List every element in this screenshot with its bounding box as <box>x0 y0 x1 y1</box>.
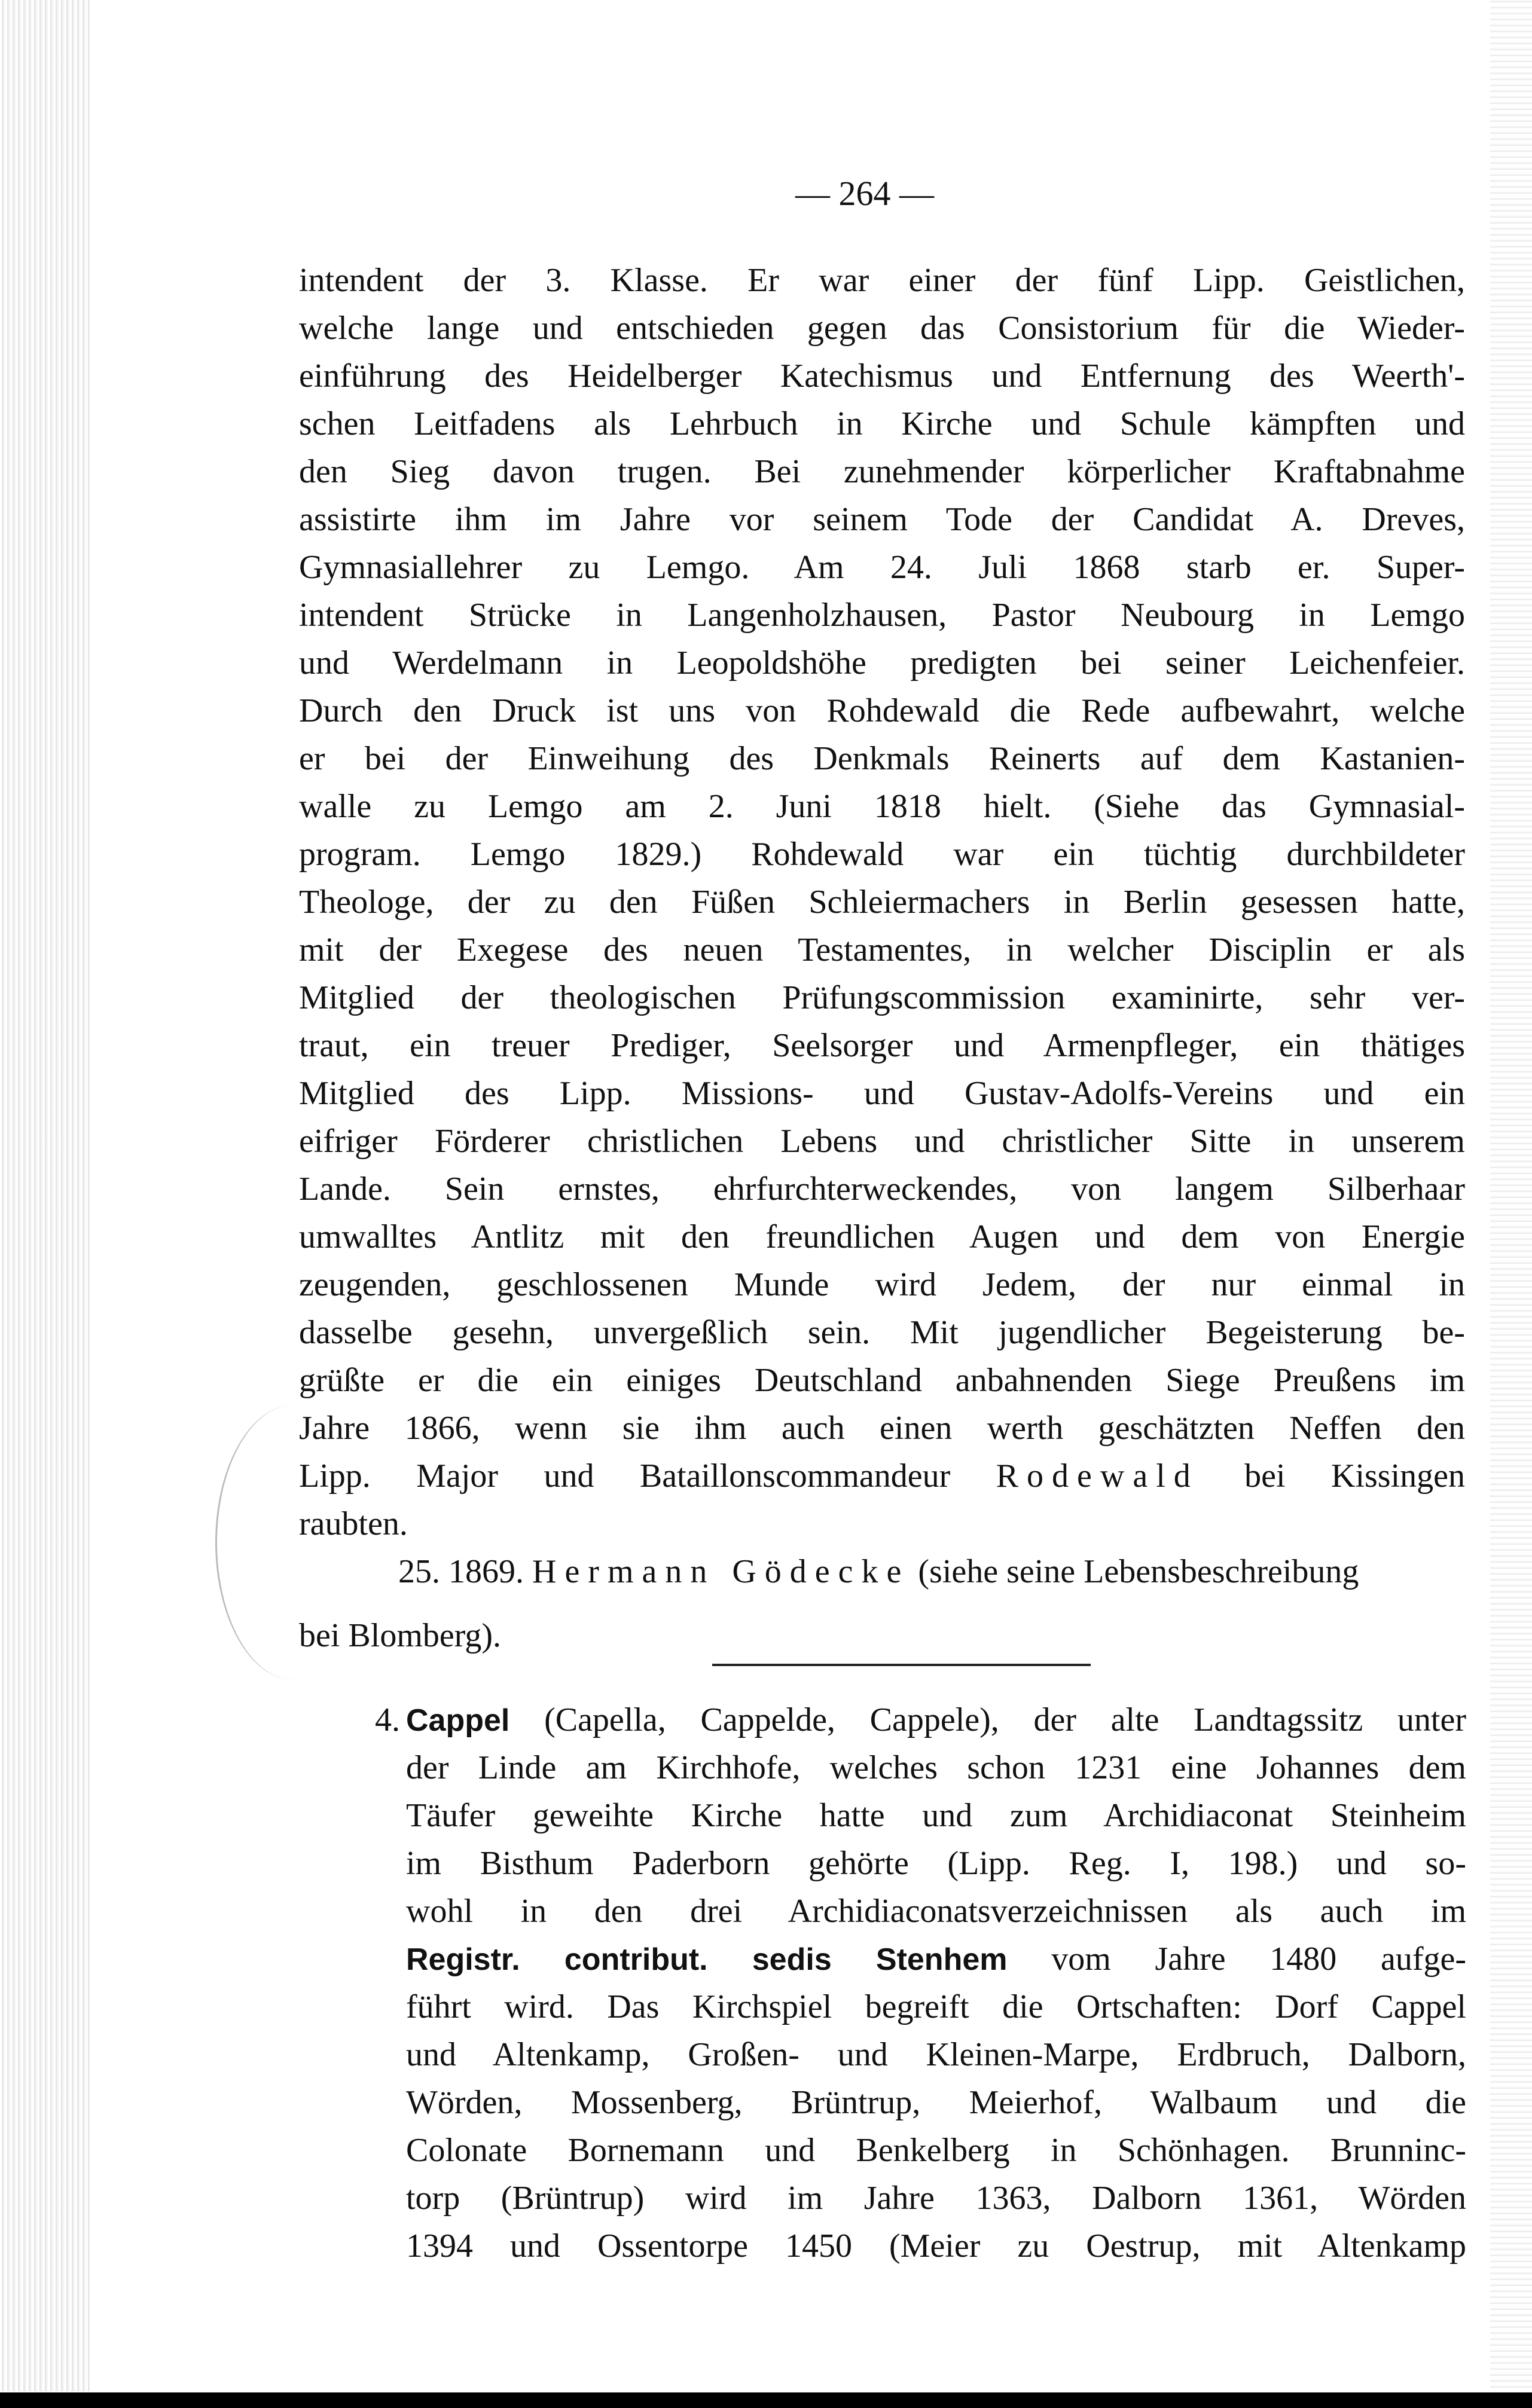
text-line <box>299 1356 1465 1404</box>
text-line <box>299 1213 1465 1261</box>
text-line <box>406 1839 1466 1887</box>
text-segment: Theologe, der zu den Füßen Schleiermachers in Berlin gesessen hatte, <box>299 884 1465 921</box>
text-segment: und Werdelmann in Leopoldshöhe predigten bei seiner Leichenfeier. <box>299 644 1465 682</box>
text-line <box>299 448 1465 496</box>
text-segment: grüßte er die ein einiges Deutschland anbahnenden Siege Preußens im <box>299 1362 1465 1399</box>
text-segment: Wörden, Mossenberg, Brüntrup, Meierhof, Walbaum und die <box>406 2084 1466 2121</box>
text-segment: Durch den Druck ist uns von Rohdewald die Rede aufbewahrt, welche <box>299 692 1465 729</box>
main-text-block <box>299 256 1465 1660</box>
scan-edge-right <box>1490 0 1532 2391</box>
text-line <box>406 1887 1466 1935</box>
bold-term: Cappel <box>406 1703 510 1738</box>
text-segment: und Altenkamp, Großen- und Kleinen-Marpe, Erdbruch, Dalborn, <box>406 2036 1466 2073</box>
text-segment: führt wird. Das Kirchspiel begreift die Ortschaften: Dorf Cappel <box>406 1988 1466 2025</box>
text-line <box>299 304 1465 352</box>
scan-bottom-border <box>0 2392 1532 2408</box>
text-line <box>299 639 1465 687</box>
text-segment: schen Leitfadens als Lehrbuch in Kirche und Schule kämpften und <box>299 405 1465 442</box>
text-segment: einführung des Heidelberger Katechismus und Entfernung des Weerth'- <box>299 357 1465 395</box>
text-segment: intendent der 3. Klasse. Er war einer der fünf Lipp. Geistlichen, <box>299 262 1465 299</box>
text-line <box>299 1500 1465 1548</box>
text-line <box>406 1696 1466 1744</box>
text-segment: Lande. Sein ernstes, ehrfurchterweckendes, von langem Silberhaar <box>299 1171 1465 1208</box>
text-line <box>299 830 1465 878</box>
text-line <box>299 974 1465 1022</box>
text-segment: zeugenden, geschlossenen Munde wird Jedem, der nur einmal in <box>299 1266 1465 1303</box>
text-line <box>406 1935 1466 1983</box>
text-segment: assistirte ihm im Jahre vor seinem Tode der Candidat A. Dreves, <box>299 501 1465 538</box>
text-segment: welche lange und entschieden gegen das Consistorium für die Wieder- <box>299 310 1465 347</box>
text-segment: 25. 1869. <box>398 1553 532 1590</box>
text-segment: Mitglied der theologischen Prüfungscommission examinirte, sehr ver- <box>299 979 1465 1016</box>
bold-term: Registr. contribut. sedis Stenhem <box>406 1942 1008 1977</box>
text-segment: torp (Brüntrup) wird im Jahre 1363, Dalborn 1361, Wörden <box>406 2180 1466 2217</box>
text-line <box>406 1744 1466 1792</box>
text-segment: der Linde am Kirchhofe, welches schon 1231 eine Johannes dem <box>406 1749 1466 1786</box>
text-line <box>406 2079 1466 2126</box>
text-segment: (siehe seine Lebensbeschreibung <box>910 1553 1359 1590</box>
text-line <box>299 1612 1465 1660</box>
text-segment: traut, ein treuer Prediger, Seelsorger und Armenpfleger, ein thätiges <box>299 1027 1465 1064</box>
text-segment: 1394 und Ossentorpe 1450 (Meier zu Oestrup, mit Altenkamp <box>406 2227 1466 2265</box>
page-number: — 264 — <box>795 174 934 213</box>
text-line <box>299 591 1465 639</box>
text-segment: den Sieg davon trugen. Bei zunehmender körperlicher Kraftabnahme <box>299 453 1465 490</box>
text-segment: Mitglied des Lipp. Missions- und Gustav-Adolfs-Vereins und ein <box>299 1075 1465 1112</box>
text-line <box>299 1261 1465 1309</box>
text-line <box>406 1792 1466 1839</box>
text-line <box>299 878 1465 926</box>
text-segment: mit der Exegese des neuen Testamentes, in welcher Disciplin er als <box>299 931 1465 968</box>
text-line <box>299 1309 1465 1356</box>
section-divider <box>712 1664 1091 1666</box>
text-segment: walle zu Lemgo am 2. Juni 1818 hielt. (Siehe das Gymnasial- <box>299 788 1465 825</box>
text-segment: wohl in den drei Archidiaconatsverzeichnissen als auch im <box>406 1893 1466 1930</box>
text-line <box>299 256 1465 304</box>
spaced-name: Rodewald <box>996 1457 1199 1495</box>
text-line <box>406 2174 1466 2222</box>
text-segment: (Capella, Cappelde, Cappele), der alte Landtagssitz unter <box>509 1701 1466 1738</box>
text-line <box>406 2126 1466 2174</box>
text-segment: program. Lemgo 1829.) Rohdewald war ein tüchtig durchbildeter <box>299 836 1465 873</box>
section-cappel <box>375 1696 1466 2270</box>
text-line <box>299 783 1465 830</box>
text-line <box>406 2031 1466 2079</box>
text-segment: Colonate Bornemann und Benkelberg in Schönhagen. Brunninc- <box>406 2132 1466 2169</box>
text-segment: bei Kissingen <box>1198 1457 1465 1495</box>
text-line <box>299 1452 1465 1500</box>
text-line <box>299 1404 1465 1452</box>
text-line <box>299 1022 1465 1069</box>
text-segment: vom Jahre 1480 aufge- <box>1007 1941 1466 1978</box>
text-line <box>299 1069 1465 1117</box>
text-line <box>299 1548 1465 1596</box>
section-number: 4. <box>375 1701 400 1738</box>
text-segment: eifriger Förderer christlichen Lebens und christlicher Sitte in unserem <box>299 1123 1465 1160</box>
text-segment: Lipp. Major und Bataillonscommandeur <box>299 1457 996 1495</box>
text-segment: dasselbe gesehn, unvergeßlich sein. Mit jugendlicher Begeisterung be- <box>299 1314 1465 1351</box>
text-line <box>299 687 1465 735</box>
scan-edge-left <box>0 0 90 2391</box>
text-segment: er bei der Einweihung des Denkmals Reinerts auf dem Kastanien- <box>299 740 1465 777</box>
text-line <box>299 496 1465 543</box>
text-segment: umwalltes Antlitz mit den freundlichen Augen und dem von Energie <box>299 1218 1465 1255</box>
text-line <box>299 543 1465 591</box>
spaced-name: Hermann Gödecke <box>532 1553 910 1590</box>
text-segment: intendent Strücke in Langenholzhausen, Pastor Neubourg in Lemgo <box>299 597 1465 634</box>
text-line <box>299 400 1465 448</box>
text-line <box>406 2222 1466 2270</box>
text-line <box>406 1983 1466 2031</box>
text-segment: im Bisthum Paderborn gehörte (Lipp. Reg. I, 198.) und so- <box>406 1845 1466 1882</box>
text-segment: raubten. <box>299 1505 408 1542</box>
text-segment: bei Blomberg). <box>299 1617 502 1654</box>
text-segment: Gymnasiallehrer zu Lemgo. Am 24. Juli 1868 starb er. Super- <box>299 549 1465 586</box>
text-line <box>299 735 1465 783</box>
text-segment: Täufer geweihte Kirche hatte und zum Archidiaconat Steinheim <box>406 1797 1466 1834</box>
text-segment: Jahre 1866, wenn sie ihm auch einen werth geschätzten Neffen den <box>299 1410 1465 1447</box>
text-line <box>299 352 1465 400</box>
text-line <box>299 1117 1465 1165</box>
text-line <box>299 1165 1465 1213</box>
text-line <box>299 926 1465 974</box>
